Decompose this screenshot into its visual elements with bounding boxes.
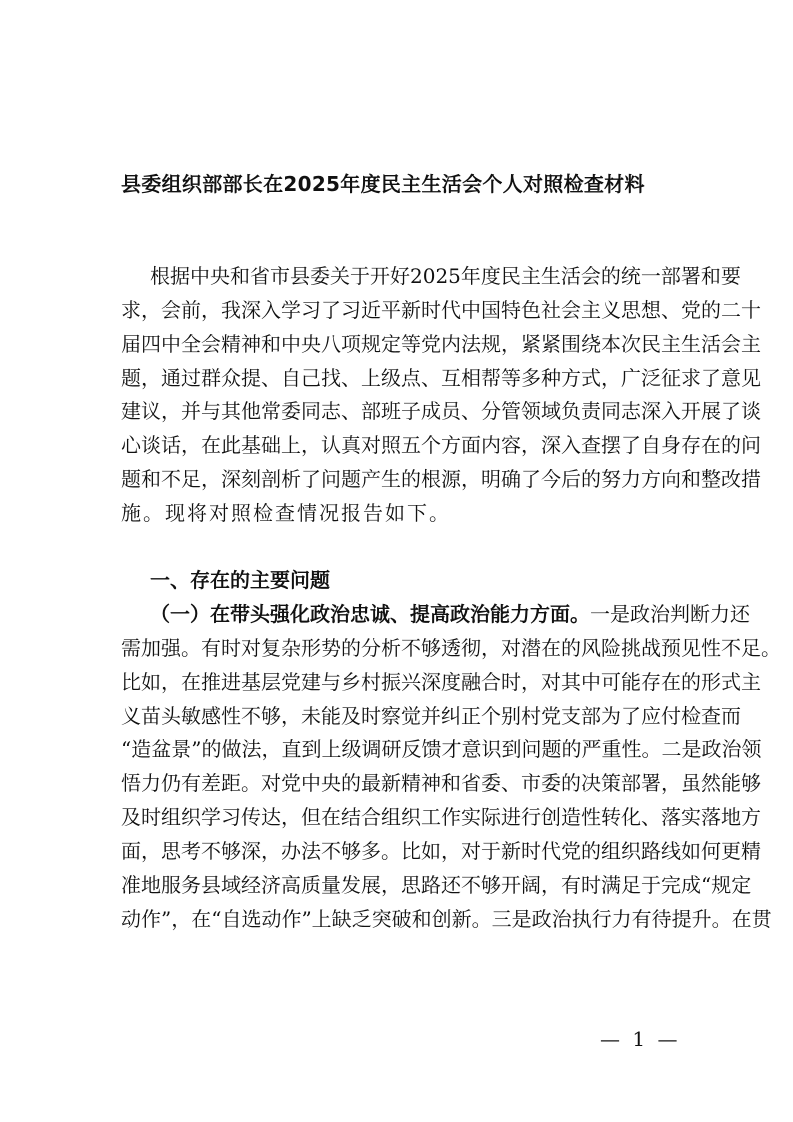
- text-line: 建议，并与其他常委同志、部班子成员、分管领域负责同志深入开展了谈: [121, 399, 761, 424]
- subsection-bold-lead: （一）在带头强化政治忠诚、提高政治能力方面。: [150, 602, 590, 626]
- text-line: 及时组织学习传达，但在结合组织工作实际进行创造性转化、落实落地方: [121, 805, 761, 830]
- text-line: 施。现将对照检查情况报告如下。: [121, 500, 451, 525]
- document-title: 县委组织部部长在2025年度民主生活会个人对照检查材料: [121, 172, 645, 196]
- text-line: 届四中全会精神和中央八项规定等党内法规，紧紧围绕本次民主生活会主: [121, 331, 761, 356]
- section-heading: 一、存在的主要问题: [150, 568, 330, 592]
- text-line: 题和不足，深刻剖析了问题产生的根源，明确了今后的努力方向和整改措: [121, 467, 761, 492]
- text-line: 准地服务县域经济高质量发展，思路还不够开阔，有时满足于完成“规定: [121, 872, 752, 897]
- text-line: 义苗头敏感性不够，未能及时察觉并纠正个别村党支部为了应付检查而: [121, 703, 741, 728]
- text-line: “造盆景”的做法，直到上级调研反馈才意识到问题的严重性。二是政治领: [121, 737, 762, 762]
- text-line: 比如，在推进基层党建与乡村振兴深度融合时，对其中可能存在的形式主: [121, 669, 761, 694]
- subsection-lead-rest: 一是政治判断力还: [590, 602, 750, 626]
- text-line: 题，通过群众提、自己找、上级点、互相帮等多种方式，广泛征求了意见: [121, 365, 761, 390]
- text-line: 根据中央和省市县委关于开好2025年度民主生活会的统一部署和要: [150, 264, 741, 288]
- text-line: 需加强。有时对复杂形势的分析不够透彻，对潜在的风险挑战预见性不足。: [121, 635, 781, 660]
- text-line: 悟力仍有差距。对党中央的最新精神和省委、市委的决策部署，虽然能够: [121, 771, 761, 796]
- text-line: 心谈话，在此基础上，认真对照五个方面内容，深入查摆了自身存在的问: [121, 433, 761, 458]
- text-line: 面，思考不够深，办法不够多。比如，对于新时代党的组织路线如何更精: [121, 838, 761, 863]
- page-number: — 1 —: [600, 1027, 681, 1051]
- text-line: 动作”，在“自选动作”上缺乏突破和创新。三是政治执行力有待提升。在贯: [121, 906, 772, 931]
- subsection-lead-line: [150, 599, 750, 629]
- text-line: 求，会前，我深入学习了习近平新时代中国特色社会主义思想、党的二十: [121, 297, 761, 322]
